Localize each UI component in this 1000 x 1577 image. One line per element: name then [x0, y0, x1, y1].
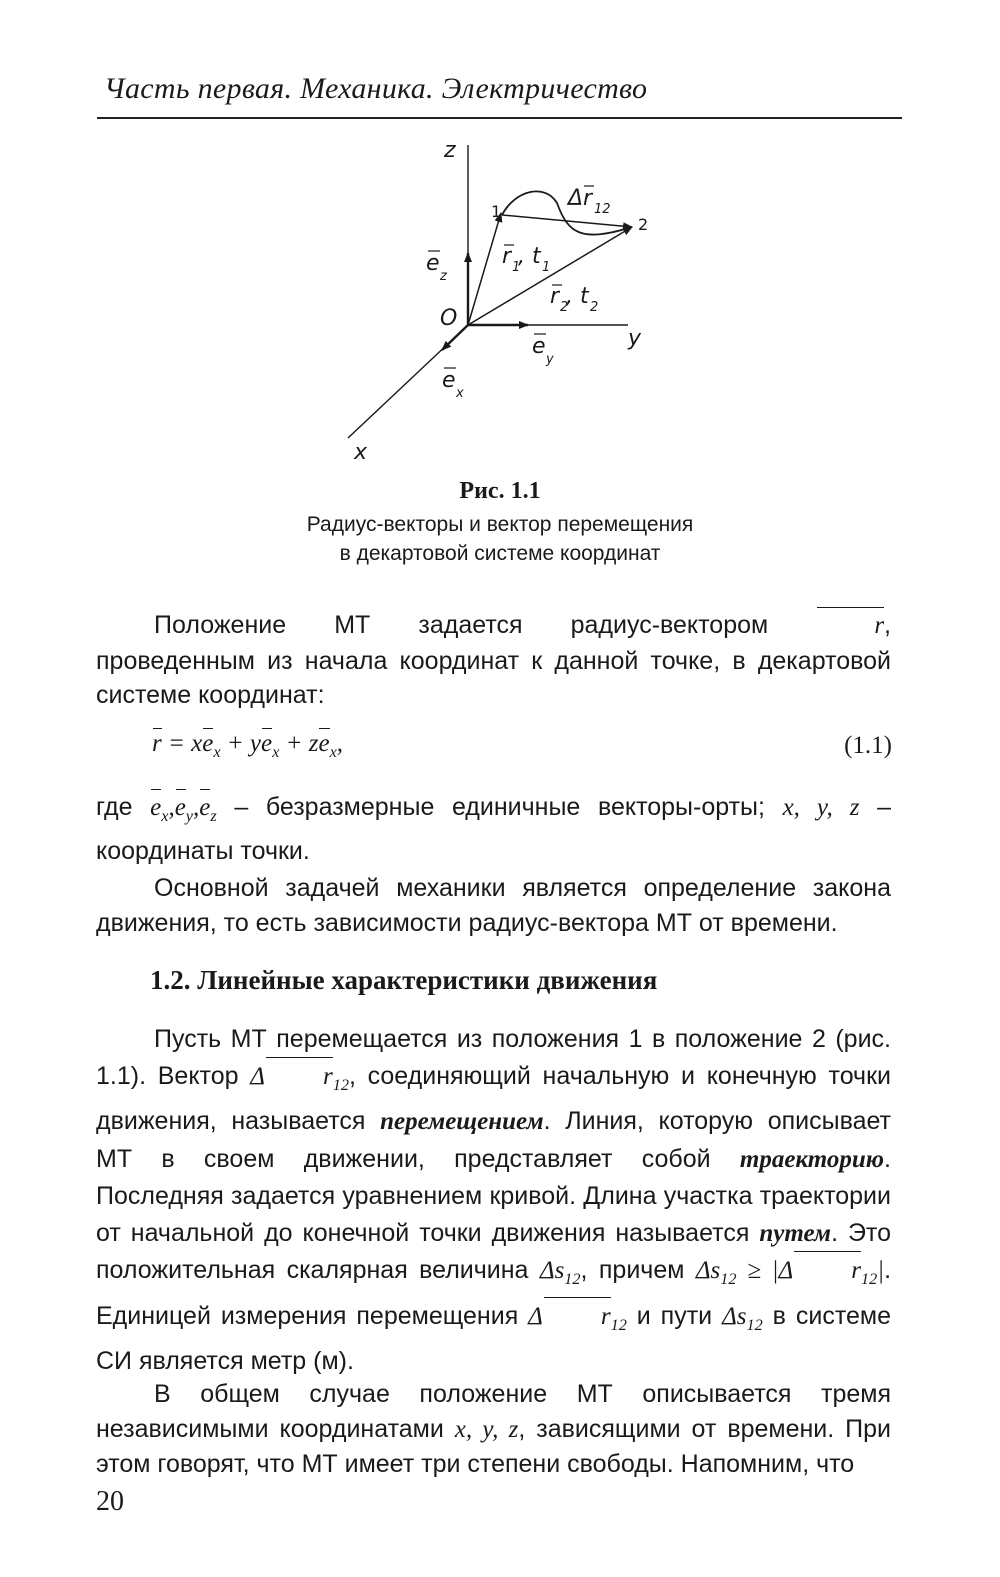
figure-number: Рис. 1.1 [459, 478, 541, 504]
label-t1: , t [518, 244, 541, 269]
label-r1-sub: 1 [512, 260, 521, 275]
displacement-vector [502, 215, 632, 227]
label-point-1: 1 [491, 202, 502, 221]
label-ex-sub: x [456, 386, 464, 401]
label-y: y [628, 326, 642, 351]
label-point-2: 2 [638, 215, 649, 234]
label-delta-r-sub: 12 [594, 202, 611, 217]
label-ez-sub: z [440, 269, 447, 284]
running-header: Часть первая. Механика. Электричество [104, 72, 648, 105]
paragraph-2: где $e_x,e_y,e_z$ – безразмерные единичные векторы-орты; x, y, z – координаты точки. [96, 793, 891, 865]
figure-caption-line-2: в декартовой системе координат [339, 542, 661, 565]
paragraph-5: В общем случае положение МТ описывается тремя независимыми координатами x, y, z, зависящими от времени. При этом говорят, что МТ имеет три степени свободы. Напомним, что [96, 1380, 892, 1478]
label-x: x [354, 440, 368, 465]
label-t1-sub: 1 [542, 260, 551, 275]
equation-number: (1.1) [844, 732, 892, 759]
trajectory-curve [502, 191, 632, 234]
label-ez: e [426, 251, 440, 276]
paragraph-4: Пусть МТ перемещается из положения 1 в положение 2 (рис. 1.1). Вектор Δ $r_{12}$, соединяющий начальную и конечную точки движения, называется перемещением. Линия, которую описывает МТ в своем движении, представляет собой траекторию. Последняя задается уравнением кривой. Длина участка траектории от начальной до конечной точки движения называется путем. Это положительная скалярная величина $\Delta s_{12}$, причем $\Delta s_{12} \ge |\Delta$ $r_{12}|$. Единицей измерения перемещения Δ $r_{12}$ и пути $\Delta s_{12}$ в системе СИ является метр (м). [96, 1025, 892, 1375]
figure-coordinate-system [330, 135, 670, 470]
paragraph-3: Основной задачей механики является определение закона движения, то есть зависимости радиус-вектора МТ от времени. [96, 874, 891, 937]
label-ey-sub: y [546, 352, 554, 367]
label-origin: O [440, 306, 458, 331]
coordinate-diagram [330, 135, 670, 470]
label-r2: r [550, 284, 560, 309]
label-z: z [444, 138, 456, 163]
label-ey: e [532, 334, 546, 359]
header-divider [97, 117, 902, 119]
section-heading: 1.2. Линейные характеристики движения [150, 965, 658, 995]
label-delta-r: Δr [568, 186, 593, 211]
label-ex: e [442, 368, 456, 393]
page-number: 20 [96, 1486, 124, 1517]
label-r2-sub: 2 [560, 300, 569, 315]
equation-1-1: $r = xe_x + ye_x + ze_x$, [152, 730, 344, 761]
paragraph-1: Положение МТ задается радиус-вектором r, проведенным из начала координат к данной точке, в декартовой системе координат: [96, 611, 891, 709]
label-r1: r [502, 244, 512, 269]
label-t2-sub: 2 [590, 300, 599, 315]
label-t2: , t [566, 284, 589, 309]
figure-caption-line-1: Радиус-векторы и вектор перемещения [306, 513, 694, 536]
vector-r: r [816, 609, 884, 644]
